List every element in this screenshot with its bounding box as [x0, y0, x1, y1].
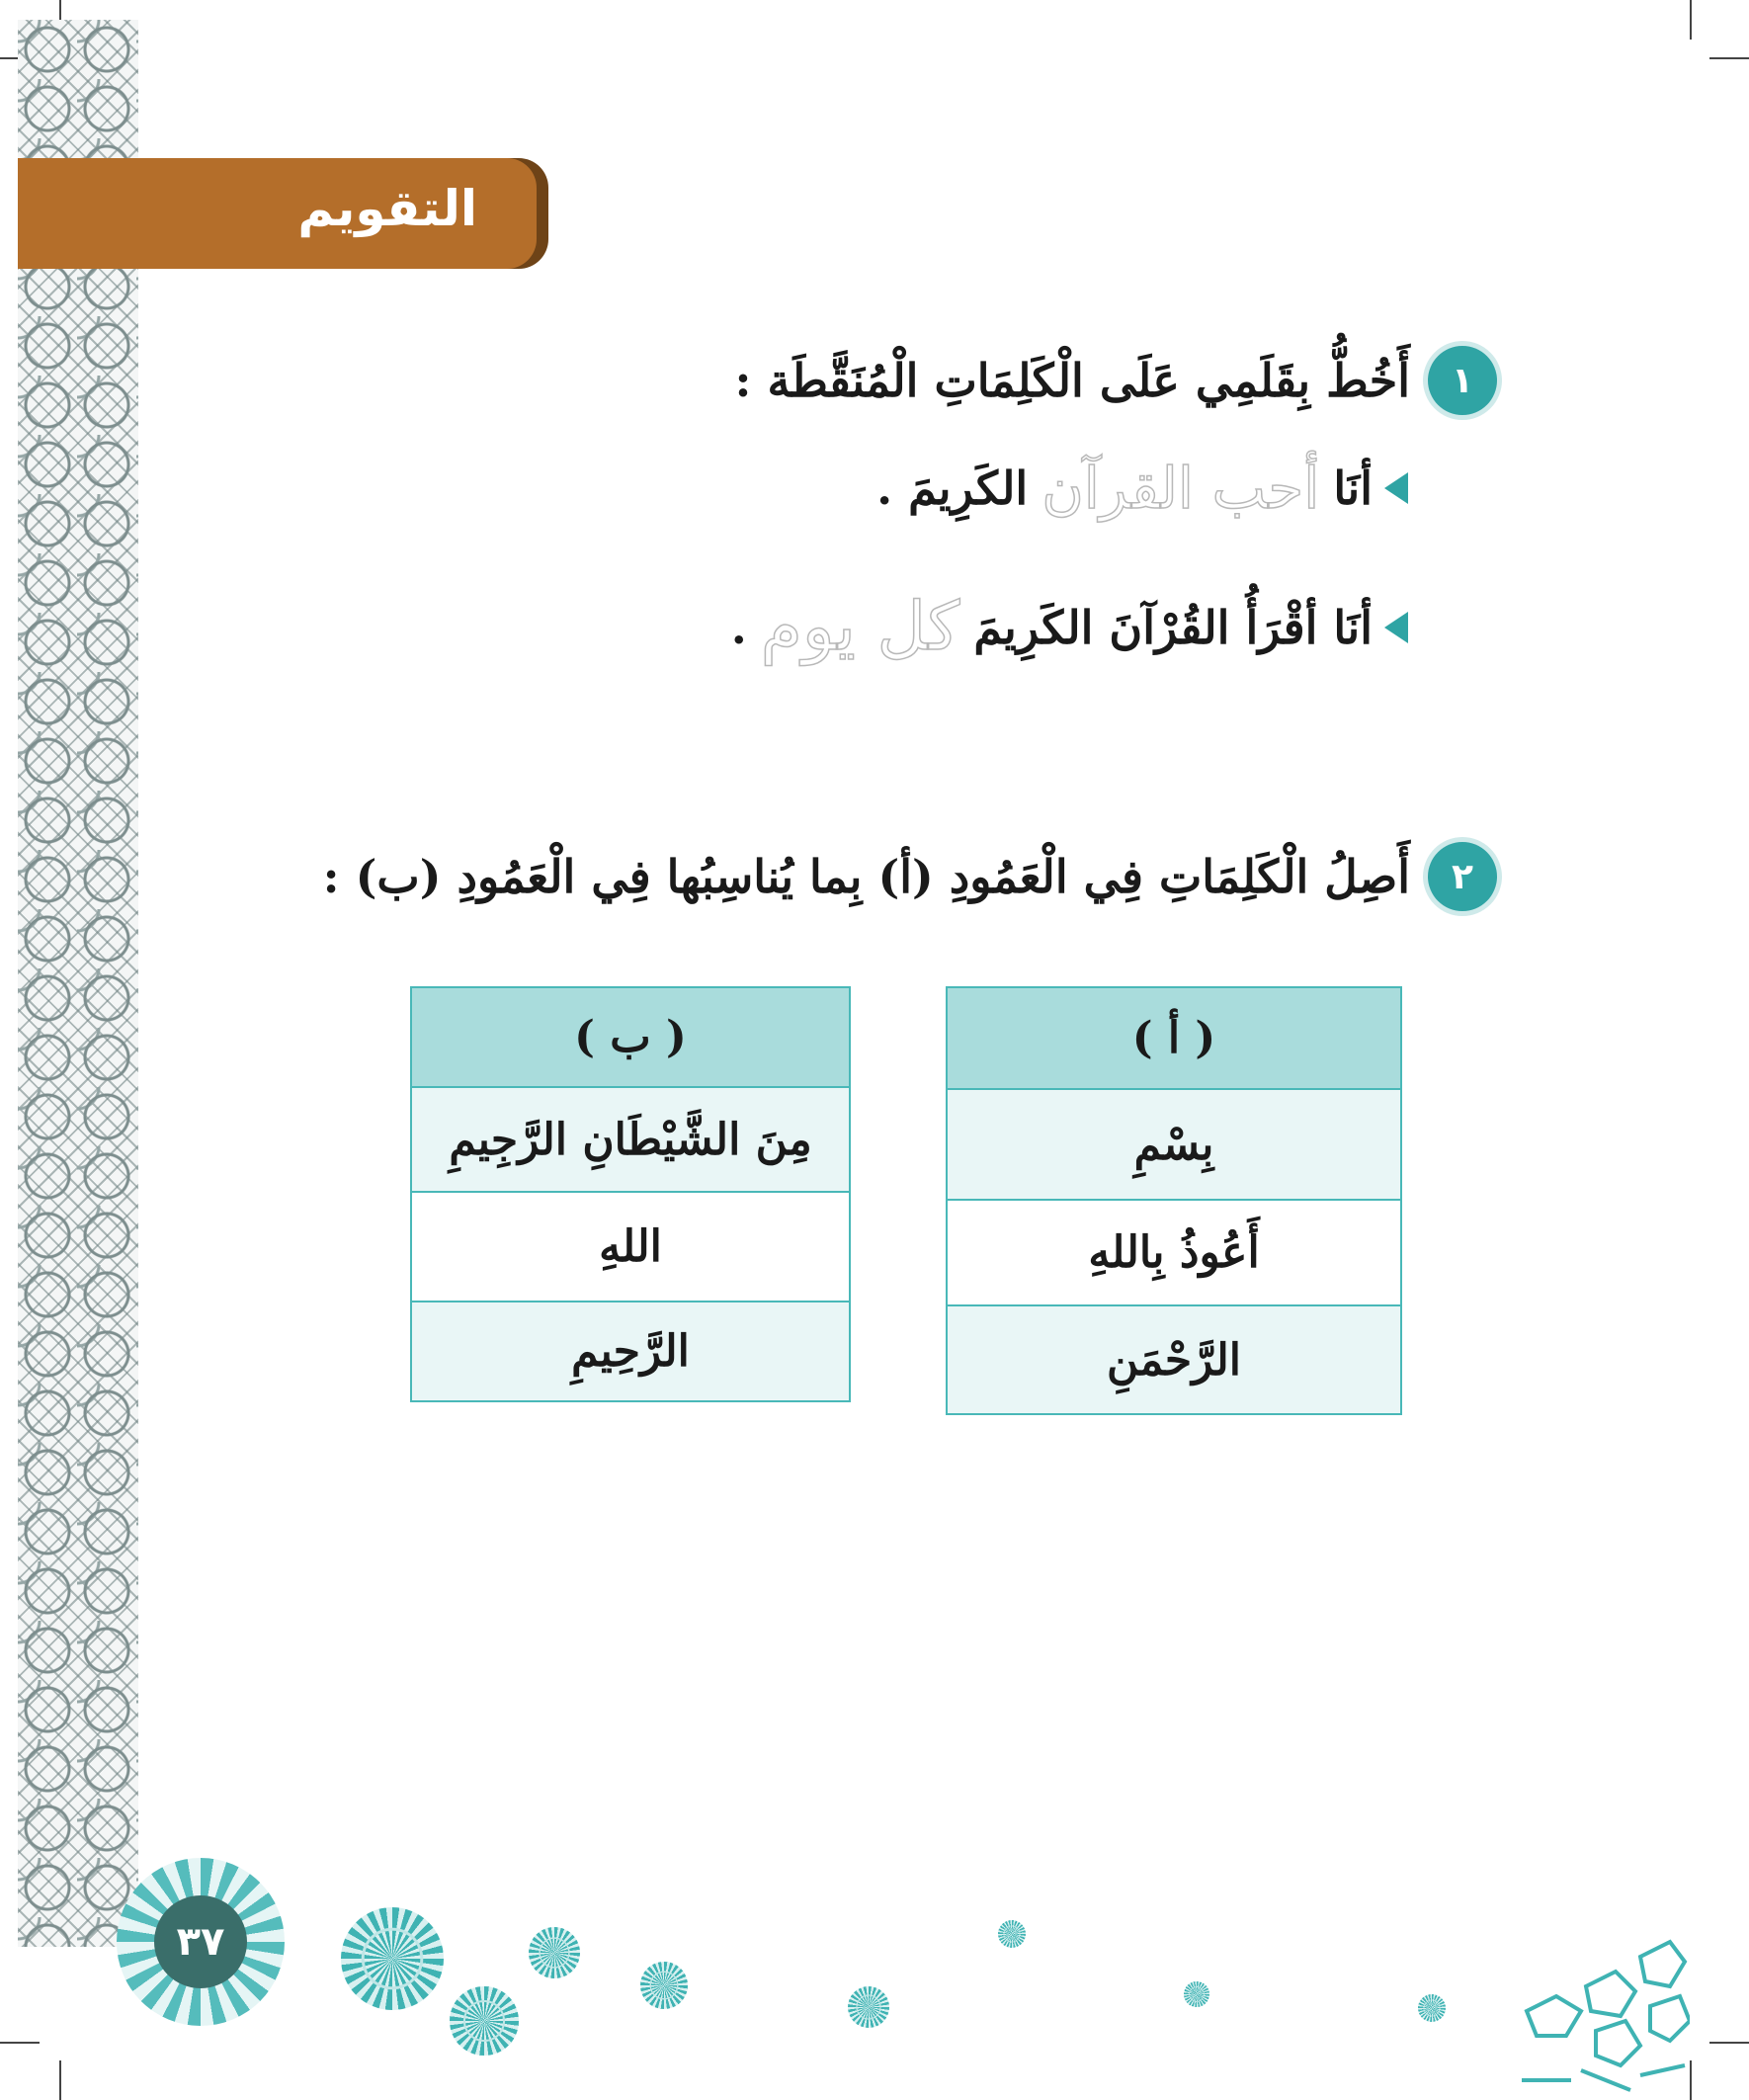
line-text: أنَا [1333, 462, 1373, 515]
question-1 [735, 346, 1497, 415]
decorative-rosette [1184, 1981, 1209, 2007]
dotted-trace-word[interactable]: كل يوم [760, 588, 960, 666]
section-title: التقويم [297, 180, 477, 237]
bullet-triangle-icon [1384, 612, 1408, 643]
question-number: ٢ [1428, 842, 1497, 911]
column-b-table [410, 986, 851, 1402]
bullet-triangle-icon [1384, 472, 1408, 504]
column-a-item[interactable]: بِسْمِ [947, 1089, 1401, 1200]
column-a-header: ( أ ) [947, 987, 1401, 1089]
crop-mark [0, 2042, 40, 2044]
dotted-trace-word[interactable]: أحب القرآن [1041, 455, 1320, 522]
decorative-rosette [341, 1907, 444, 2010]
column-a-table [946, 986, 1402, 1415]
trace-line-1 [876, 455, 1408, 522]
decorative-rosette [1418, 1994, 1446, 2022]
question-text: أَصِلُ الْكَلِمَاتِ فِي الْعَمُودِ (أ) بِما يُناسِبُها فِي الْعَمُودِ (ب) : [322, 850, 1410, 903]
decorative-rosette [848, 1986, 889, 2028]
ornamental-border [18, 20, 138, 1947]
crop-mark [59, 2060, 61, 2100]
question-number: ١ [1428, 346, 1497, 415]
line-text: أنَا أقْرَأُ القُرْآنَ الكَرِيمَ [973, 600, 1373, 654]
column-b-item[interactable]: الرَّحِيمِ [411, 1302, 850, 1401]
geometric-ornament-icon [1512, 1902, 1690, 2100]
column-b-item[interactable]: مِنَ الشَّيْطَانِ الرَّجِيمِ [411, 1087, 850, 1192]
decorative-rosette [529, 1927, 580, 1978]
decorative-rosette [998, 1920, 1026, 1948]
crop-mark [1690, 0, 1692, 40]
line-text: الكَرِيمَ . [876, 462, 1029, 515]
column-b-header: ( ب ) [411, 987, 850, 1087]
crop-mark [1709, 57, 1749, 59]
question-2 [323, 842, 1497, 911]
line-text: . [730, 600, 747, 654]
decorative-rosette [450, 1986, 519, 2056]
column-a-item[interactable]: الرَّحْمَنِ [947, 1305, 1401, 1414]
crop-mark [1709, 2042, 1749, 2044]
page-number-rosette [117, 1858, 285, 2026]
trace-line-2 [731, 588, 1408, 666]
column-b-item[interactable]: اللهِ [411, 1192, 850, 1302]
crop-mark [1690, 2060, 1692, 2100]
section-header [18, 158, 537, 269]
question-text: أَخُطُّ بِقَلَمِي عَلَى الْكَلِمَاتِ الْمُنَقَّطَة : [734, 354, 1410, 407]
column-a-item[interactable]: أَعُوذُ بِاللهِ [947, 1200, 1401, 1305]
decorative-rosette [640, 1962, 688, 2009]
page-number: ٣٧ [154, 1895, 247, 1988]
